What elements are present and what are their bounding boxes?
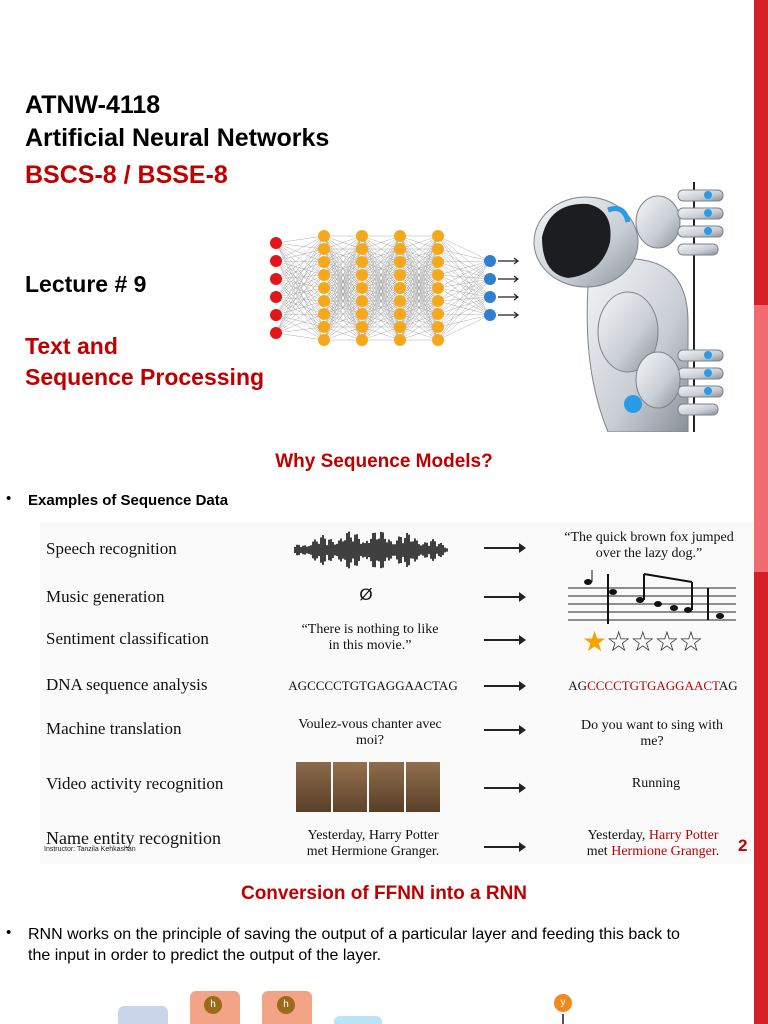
waveform-path <box>293 532 447 569</box>
network-edge <box>276 236 324 243</box>
hidden-neuron <box>394 256 406 268</box>
arrow-icon <box>484 547 524 549</box>
course-name: Artificial Neural Networks <box>25 124 330 152</box>
bullet-dot: • <box>6 924 12 941</box>
hidden-neuron <box>318 295 330 307</box>
page-number: 2 <box>738 836 748 855</box>
ner-input: Yesterday, Harry Potter met Hermione Granger. <box>306 828 440 859</box>
hidden-neuron <box>356 269 368 281</box>
input-neuron <box>270 309 282 321</box>
hidden-neuron <box>356 282 368 294</box>
network-edge <box>438 249 490 315</box>
hidden-neuron <box>318 256 330 268</box>
output-node: y <box>554 994 572 1012</box>
hidden-neuron <box>432 295 444 307</box>
topic-line-1: Text and <box>25 333 118 359</box>
input-box <box>118 1006 168 1024</box>
row-label: Machine translation <box>46 719 182 738</box>
network-edge <box>438 261 490 314</box>
network-edge <box>438 279 490 340</box>
network-edge <box>438 262 490 279</box>
output-arrow <box>498 258 518 264</box>
hidden-neuron <box>318 282 330 294</box>
activity-output: Running <box>631 776 681 791</box>
hidden-neuron <box>356 321 368 333</box>
output-neuron <box>484 309 496 321</box>
output-arrow <box>498 312 518 318</box>
network-edge <box>276 262 324 315</box>
topic-line-2: Sequence Processing <box>25 364 265 390</box>
output-neuron <box>484 273 496 285</box>
row-label: Name entity recognition <box>46 828 221 848</box>
hidden-neuron <box>318 334 330 346</box>
footer-instructor: Instructor: Tanzila Kehkashan <box>44 846 136 853</box>
hidden-neuron <box>432 308 444 320</box>
hidden-neuron <box>394 321 406 333</box>
network-edge <box>438 314 490 315</box>
hidden-neuron <box>356 256 368 268</box>
sequence-models-slide <box>0 432 768 864</box>
course-code: ATNW-4118 <box>25 91 161 119</box>
row-label: DNA sequence analysis <box>46 675 208 694</box>
output-arrow <box>498 276 518 282</box>
network-edge <box>438 261 490 262</box>
lecture-number: Lecture # 9 <box>25 271 147 297</box>
bullet-dot: • <box>6 490 12 507</box>
hidden-neuron <box>394 243 406 255</box>
slide-title: Why Sequence Models? <box>275 451 493 472</box>
music-notes-icon <box>568 570 736 624</box>
output-box <box>334 1016 382 1024</box>
slide-title: Conversion of FFNN into a RNN <box>240 883 528 904</box>
output-neuron <box>484 255 496 267</box>
video-frames <box>296 762 440 812</box>
hidden-neuron <box>432 282 444 294</box>
video-frame <box>296 762 331 812</box>
arrow-icon <box>484 639 524 641</box>
network-edge <box>438 262 490 315</box>
hidden-neuron <box>432 334 444 346</box>
input-neuron <box>270 291 282 303</box>
output-neuron <box>484 291 496 303</box>
arrow-icon <box>484 846 524 848</box>
video-frame <box>333 762 368 812</box>
hidden-neuron <box>394 230 406 242</box>
robot-illustration <box>528 182 758 432</box>
dna-input: AGCCCCTGTGAGGAACTAG <box>288 678 458 693</box>
row-label: Video activity recognition <box>46 774 224 793</box>
ner-output: Yesterday, Harry Potter met Hermione Granger. <box>586 828 720 859</box>
sentiment-input: “There is nothing to like in this movie.” <box>301 622 439 653</box>
hidden-node: h <box>204 996 222 1014</box>
input-neuron <box>270 273 282 285</box>
hidden-neuron <box>394 282 406 294</box>
title-slide <box>0 0 768 432</box>
input-neuron <box>270 255 282 267</box>
row-label: Music generation <box>46 587 165 606</box>
star-rating-icon: ★☆☆☆☆ <box>582 626 703 657</box>
hidden-neuron <box>432 230 444 242</box>
hidden-neuron <box>356 243 368 255</box>
input-neuron <box>270 237 282 249</box>
row-label: Sentiment classification <box>46 629 209 648</box>
dna-output: AGCCCCTGTGAGGAACTAG <box>568 678 738 693</box>
empty-set-symbol: Ø <box>359 585 373 604</box>
rnn-conversion-slide <box>0 864 768 1024</box>
hidden-neuron <box>432 269 444 281</box>
arrow-icon <box>484 729 524 731</box>
hidden-neuron <box>356 230 368 242</box>
hidden-neuron <box>356 295 368 307</box>
video-frame <box>369 762 404 812</box>
hidden-neuron <box>356 308 368 320</box>
arrow-icon <box>484 596 524 598</box>
network-edge <box>438 261 490 327</box>
arrow-icon <box>484 685 524 687</box>
hidden-neuron <box>394 269 406 281</box>
network-edge <box>438 288 490 297</box>
network-edge <box>438 279 490 288</box>
hidden-neuron <box>432 243 444 255</box>
network-edge <box>276 261 324 314</box>
bullet-text: RNN works on the principle of saving the output of a particular layer and feeding this back to the input in order to predict the output of the layer. <box>28 926 680 964</box>
network-edge <box>438 297 490 314</box>
hidden-neuron <box>318 269 330 281</box>
input-neuron <box>270 327 282 339</box>
network-edge <box>276 297 324 314</box>
hidden-neuron <box>318 321 330 333</box>
network-edge <box>276 236 324 297</box>
output-arrow <box>498 294 518 300</box>
arrow-line <box>562 1014 564 1024</box>
arrow-icon <box>484 787 524 789</box>
network-edge <box>276 262 324 279</box>
hidden-neuron <box>394 295 406 307</box>
row-label: Speech recognition <box>46 539 177 558</box>
hidden-neuron <box>394 308 406 320</box>
audio-waveform <box>293 528 449 572</box>
hidden-neuron <box>318 243 330 255</box>
hidden-neuron <box>318 230 330 242</box>
hidden-neuron <box>432 256 444 268</box>
network-edge <box>438 297 490 340</box>
hidden-neuron <box>394 334 406 346</box>
hidden-node: h <box>277 996 295 1014</box>
network-edge <box>276 333 324 340</box>
translation-input: Voulez-vous chanter avec moi? <box>298 717 442 748</box>
video-frame <box>406 762 441 812</box>
bullet-text: Examples of Sequence Data <box>28 492 229 509</box>
hidden-neuron <box>318 308 330 320</box>
hidden-neuron <box>356 334 368 346</box>
programs: BSCS-8 / BSSE-8 <box>25 161 228 189</box>
translation-output: Do you want to sing with me? <box>581 718 723 749</box>
neural-network-illustration <box>262 228 524 348</box>
hidden-neuron <box>432 321 444 333</box>
speech-output: “The quick brown fox jumped over the lazy dog.” <box>564 530 734 561</box>
